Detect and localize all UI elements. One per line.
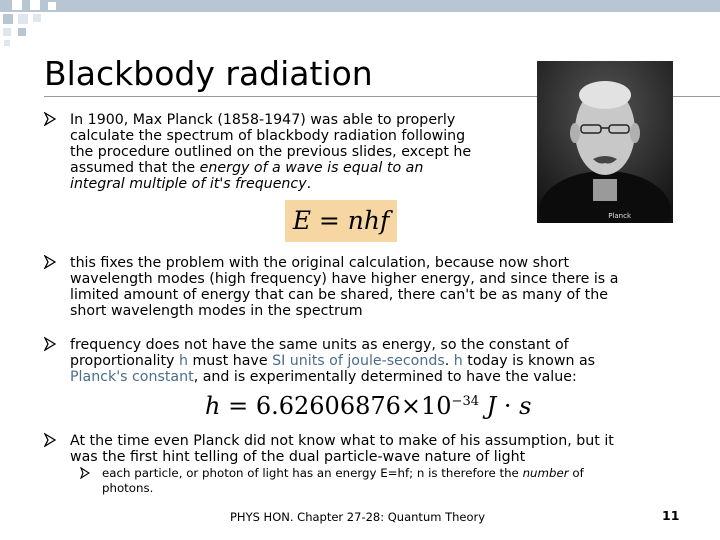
page-number: 11 [662,508,680,523]
formula-value: = 6.62606876×10 [220,392,452,420]
bullet-2-line-1: this fixes the problem with the original calculation, because now short [70,255,570,271]
slide-footer: PHYS HON. Chapter 27-28: Quantum Theory [230,510,486,524]
photo-caption: Planck [608,212,631,220]
bullet-2-line-3: limited amount of energy that can be shared, there can't be as many of the [70,287,608,303]
bullet-3-line-1: frequency does not have the same units as energy, so the constant of [70,337,569,353]
arrow-bullet-icon [80,467,90,483]
formula-exponent: −34 [451,394,479,409]
bullet-1-line-5-em: integral multiple of it's frequency [70,176,307,192]
plancks-constant-phrase: Planck's constant [70,369,194,385]
slide-title: Blackbody radiation [44,54,373,93]
bullet-2-line-4: short wavelength modes in the spectrum [70,303,363,319]
formula-h: h [205,392,221,420]
bullet-1-line-3: the procedure outlined on the previous slides, except he [70,144,472,160]
bullet-3-line-2-b: must have [187,353,273,369]
arrow-bullet-icon [44,255,56,273]
bullet-4-line-2: was the first hint telling of the dual particle-wave nature of light [70,449,526,465]
h-symbol-2: h [453,353,463,369]
bullet-1-line-4-pre: assumed that the [70,160,200,176]
arrow-bullet-icon [44,337,56,355]
bullet-1-line-2: calculate the spectrum of blackbody radiation following [70,128,466,144]
bullet-3-line-2-c: . [444,353,454,369]
bullet-3-line-2-d: today is known as [462,353,596,369]
bullet-1-line-4-em: energy of a wave is equal to an [199,160,424,176]
bullet-3-line-3-rest: , and is experimentally determined to have the value: [193,369,577,385]
bullet-1-line-5 [70,176,471,192]
sub-bullet-line-2: photons. [102,481,154,495]
formula-second: s [519,392,532,420]
arrow-bullet-icon [44,433,56,451]
formula-dot: · [496,392,520,420]
bullet-1-line-1: In 1900, Max Planck (1858-1947) was able to properly [70,112,456,128]
bullet-1-line-5-post: . [306,176,312,192]
bullet-3-line-2-a: proportionality [70,353,179,369]
bullet-1-line-4 [70,160,471,176]
bullet-4-line-1: At the time even Planck did not know what to make of his assumption, but it [70,433,614,449]
arrow-bullet-icon [44,112,56,130]
corner-squares-decoration [0,0,720,50]
sub-bullet-post: of [568,466,584,480]
h-symbol: h [178,353,188,369]
sub-bullet-em: number [522,466,569,480]
bullet-3-line-3 [70,369,595,385]
formula-energy: E = nhf [285,200,397,242]
bullet-3-line-2 [70,353,595,369]
si-units-phrase: SI units of joule-seconds [272,353,445,369]
formula-joule: J [478,392,497,420]
formula-planck-constant [205,392,531,420]
portrait-image [537,61,673,223]
bullet-2-line-2: wavelength modes (high frequency) have higher energy, and since there is a [70,271,619,287]
planck-photo [537,61,673,223]
sub-bullet-line-1 [102,466,584,481]
sub-bullet-pre: each particle, or photon of light has an energy E=hf; n is therefore the [102,466,523,480]
